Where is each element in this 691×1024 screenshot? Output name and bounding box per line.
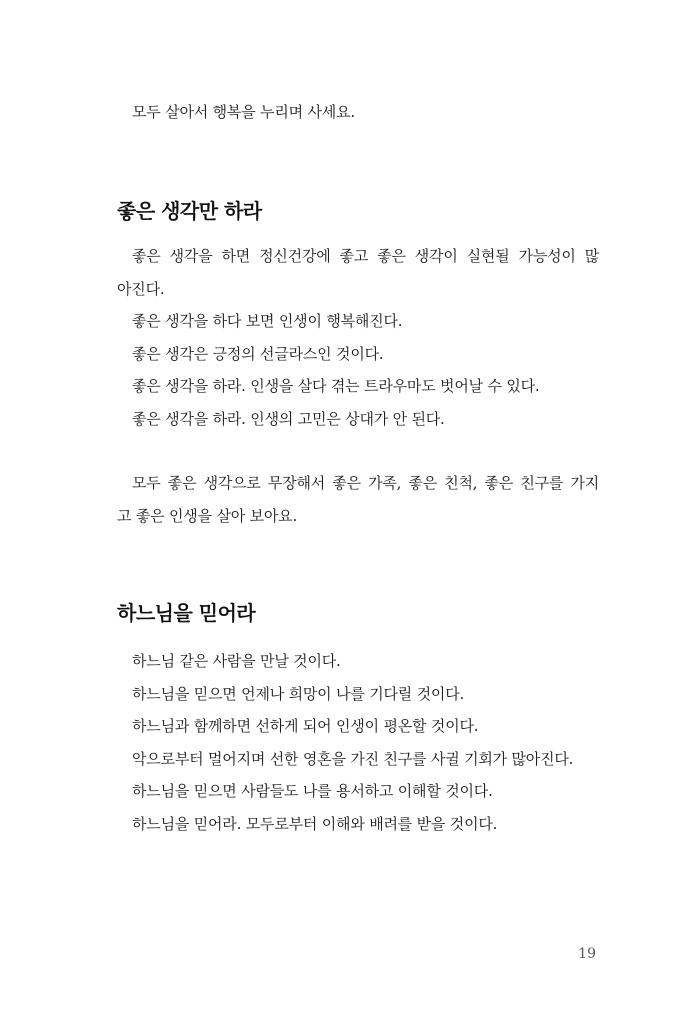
intro-line: 모두 살아서 행복을 누리며 사세요. [132, 103, 355, 121]
page-number: 19 [578, 946, 596, 962]
section-good-thoughts-body [117, 240, 599, 435]
sentence-line: 하느님을 믿으면 언제나 희망이 나를 기다릴 것이다. [132, 684, 465, 703]
section-good-thoughts-closing [117, 467, 599, 532]
sentence-line: 좋은 생각을 하다 보면 인생이 행복해진다. [132, 312, 403, 330]
paragraph-line: 아진다. [117, 279, 165, 298]
sentence-line: 좋은 생각을 하라. 인생의 고민은 상대가 안 된다. [132, 409, 445, 428]
paragraph-line: 모두 좋은 생각으로 무장해서 좋은 가족, 좋은 친척, 좋은 친구를 가지 [132, 474, 599, 492]
paragraph-line: 좋은 생각을 하면 정신건강에 좋고 좋은 생각이 실현될 가능성이 많 [132, 247, 599, 265]
intro-paragraph [117, 96, 599, 129]
sentence-line: 악으로부터 멀어지며 선한 영혼을 가진 친구를 사귈 기회가 많아진다. [132, 749, 574, 768]
sentence-line: 좋은 생각은 긍정의 선글라스인 것이다. [132, 344, 384, 363]
sentence-line: 하느님 같은 사람을 만날 것이다. [132, 652, 341, 670]
section-believe-god-body [117, 645, 599, 840]
sentence-line: 하느님을 믿으면 사람들도 나를 용서하고 이해할 것이다. [132, 782, 493, 800]
section-heading-good-thoughts: 좋은 생각만 하라 [117, 199, 262, 223]
sentence-line: 좋은 생각을 하라. 인생을 살다 겪는 트라우마도 벗어날 수 있다. [132, 377, 540, 395]
sentence-line: 하느님을 믿어라. 모두로부터 이해와 배려를 받을 것이다. [132, 814, 498, 833]
paragraph-line: 고 좋은 인생을 살아 보아요. [117, 506, 298, 525]
section-heading-believe-god: 하느님을 믿어라 [117, 601, 256, 625]
sentence-line: 하느님과 함께하면 선하게 되어 인생이 평온할 것이다. [132, 717, 479, 735]
